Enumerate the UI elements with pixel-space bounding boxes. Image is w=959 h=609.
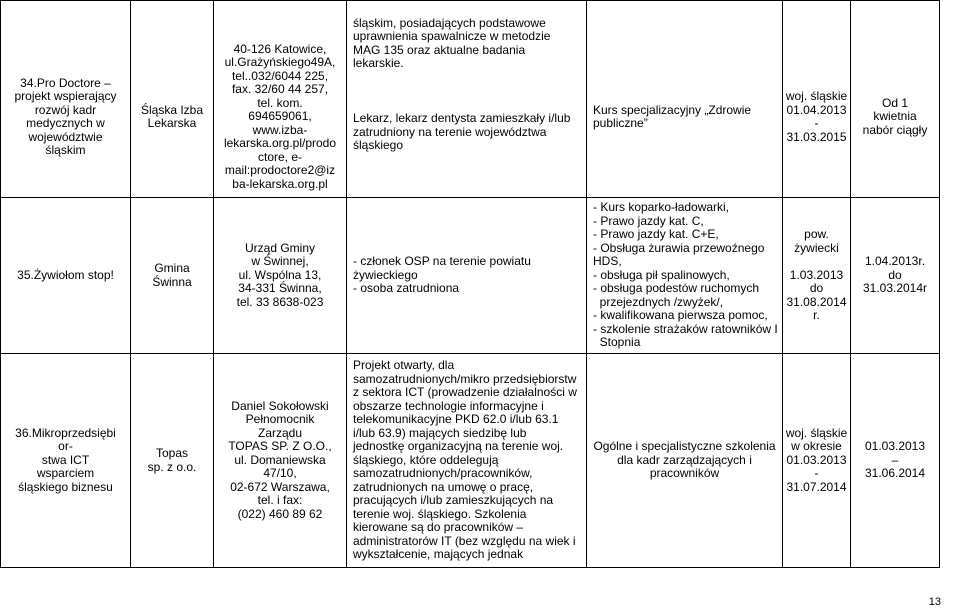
page-number: 13 — [928, 596, 941, 608]
partner-cell: Śląska Izba Lekarska — [131, 1, 214, 198]
table-row — [1, 198, 940, 354]
address-cell: 40-126 Katowice, ul.Grażyńskiego49A, tel..032/6044 225, fax. 32/60 44 257, tel. kom. 694659061, www.izba- lekarska.org.pl/prodo ctore, e- mail:prodoctore2@iz ba-lekarska.org.pl — [214, 1, 347, 198]
partner-cell: Topas sp. z o.o. — [131, 354, 214, 568]
target-continuation-text: śląskim, posiadających podstawowe uprawnienia spawalnicze w metodzie MAG 135 oraz aktualne badania lekarskie. — [353, 15, 551, 70]
target-group-cell — [347, 1, 587, 198]
partner-cell: Gmina Świnna — [131, 198, 214, 354]
training-cell: - Kurs koparko-ładowarki, - Prawo jazdy kat. C, - Prawo jazdy kat. C+E, - Obsługa żurawia przewoźnego HDS, - obsługa pił spalinowych, - obsługa podestów ruchomych przejezdnych /zwyżek/, - kwalifikowana pierwsza pomoc, - szkolenie strażaków ratowników I Stopnia — [587, 198, 783, 354]
address-cell: Urząd Gminy w Świnnej, ul. Wspólna 13, 34-331 Świnna, tel. 33 8638-023 — [214, 198, 347, 354]
project-name-cell: 35.Żywiołom stop! — [1, 198, 131, 354]
target-group-text: Lekarz, lekarz dentysta zamieszkały i/lub zatrudniony na terenie województwa śląskiego — [353, 111, 571, 152]
training-cell: Kurs specjalizacyjny „Zdrowie publiczne” — [587, 1, 783, 198]
recruitment-cell: 01.03.2013 – 31.06.2014 — [851, 354, 940, 568]
table-row — [1, 354, 940, 568]
area-period-cell: pow. żywiecki 1.03.2013 do 31.08.2014 r. — [783, 198, 851, 354]
target-group-cell: Projekt otwarty, dla samozatrudnionych/mikro przedsiębiorstw z sektora ICT (prowadzenie działalności w obszarze technologie informacyjne i telekomunikacyjne PKD 62.0 i/lub 63.1 i/lub 63.9) mających siedzibę lub jednostkę organizacyjną na terenie woj. śląskiego, które oddelegują samozatrudnionych/pracowników, zatrudnionych na umowę o pracę, pracujących i/lub zamieszkujących na terenie woj. śląskiego. Szkolenia kierowane są do pracowników – administratorów IT (bez względu na wiek i wykształcenie, mających jednak — [347, 354, 587, 568]
recruitment-cell: Od 1 kwietnia nabór ciągły — [851, 1, 940, 198]
area-period-cell: woj. śląskie w okresie 01.03.2013 - 31.07.2014 — [783, 354, 851, 568]
training-cell: Ogólne i specjalistyczne szkolenia dla kadr zarządzających i pracowników — [587, 354, 783, 568]
project-name-cell: 36.Mikroprzedsiębi or- stwa ICT wsparciem śląskiego biznesu — [1, 354, 131, 568]
target-group-cell: - członek OSP na terenie powiatu żywieckiego - osoba zatrudniona — [347, 198, 587, 354]
table-row — [1, 1, 940, 198]
address-cell: Daniel Sokołowski Pełnomocnik Zarządu TOPAS SP. Z O.O., ul. Domaniewska 47/10, 02-672 Warszawa, tel. i fax: (022) 460 89 62 — [214, 354, 347, 568]
area-period-cell: woj. śląskie 01.04.2013 - 31.03.2015 — [783, 1, 851, 198]
project-name-cell: 34.Pro Doctore – projekt wspierający rozwój kadr medycznych w województwie śląskim — [1, 1, 131, 198]
recruitment-cell: 1.04.2013r. do 31.03.2014r — [851, 198, 940, 354]
